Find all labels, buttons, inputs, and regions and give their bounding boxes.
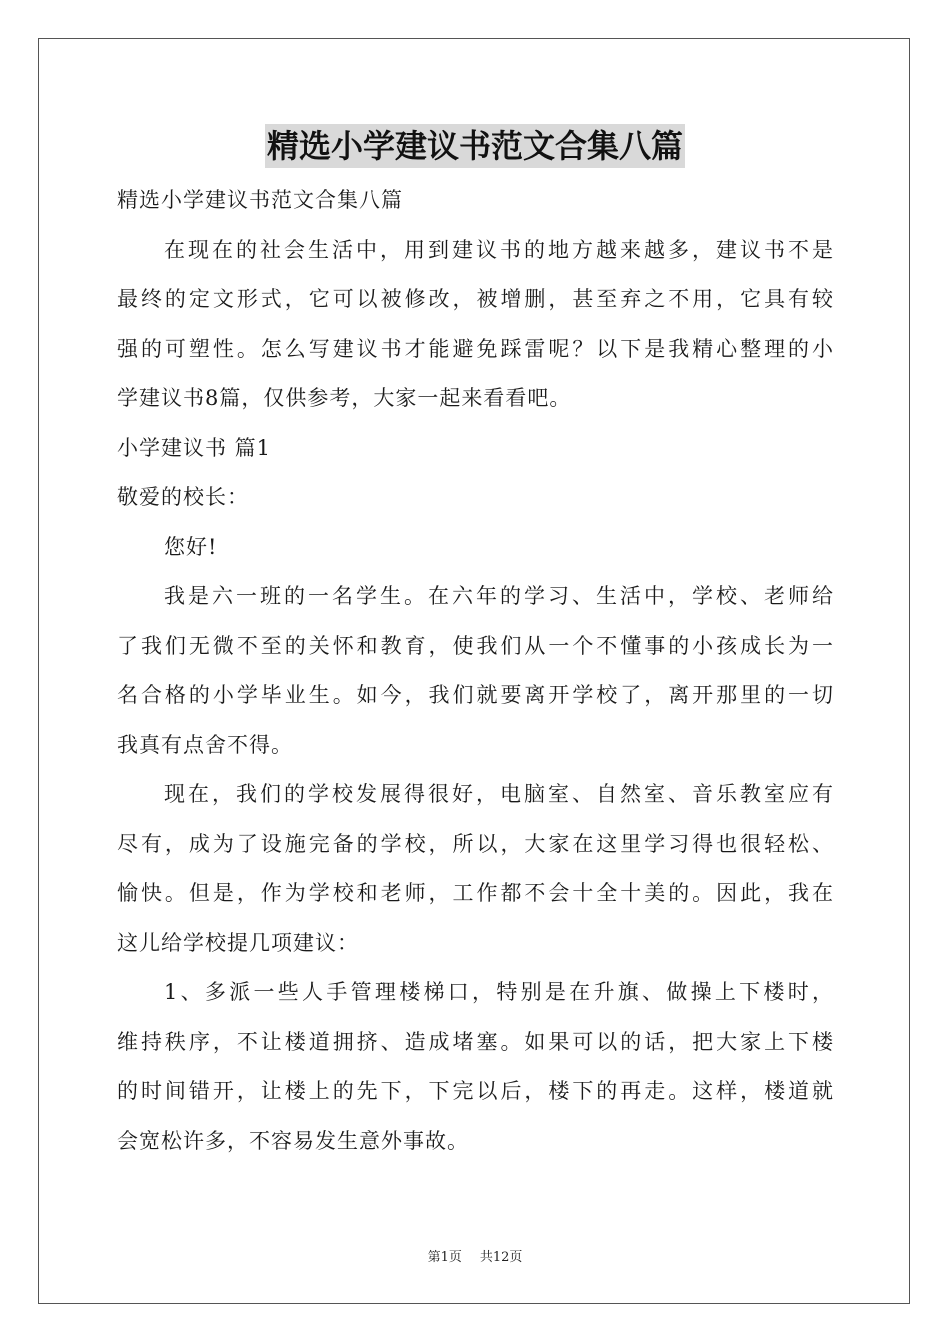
text-line: 这儿给学校提几项建议：	[117, 930, 359, 955]
text-line: 了我们无微不至的关怀和教育，使我们从一个不懂事的小孩成长为一	[117, 633, 834, 658]
text-line: 强的可塑性。怎么写建议书才能避免踩雷呢？以下是我精心整理的小	[117, 336, 834, 361]
text-line: 小学建议书 篇1	[117, 435, 272, 460]
text-line: 敬爱的校长：	[117, 485, 249, 509]
page-number: 第1页	[427, 1250, 462, 1265]
text-line: 名合格的小学毕业生。如今，我们就要离开学校了，离开那里的一切	[117, 683, 834, 707]
document-body	[117, 176, 834, 1166]
text-line: 尽有，成为了设施完备的学校，所以，大家在这里学习得也很轻松、	[117, 831, 834, 856]
title-container	[0, 124, 950, 168]
text-line: 您好!	[164, 534, 218, 559]
text-line: 会宽松许多，不容易发生意外事故。	[117, 1128, 469, 1153]
text-line: 现在，我们的学校发展得很好，电脑室、自然室、音乐教室应有	[164, 782, 834, 806]
document-title: 精选小学建议书范文合集八篇	[265, 124, 685, 168]
text-line: 维持秩序，不让楼道拥挤、造成堵塞。如果可以的话，把大家上下楼	[117, 1029, 834, 1054]
page-total: 共12页	[479, 1250, 523, 1265]
text-line: 精选小学建议书范文合集八篇	[117, 188, 403, 212]
text-line: 愉快。但是，作为学校和老师，工作都不会十全十美的。因此，我在	[117, 881, 834, 905]
page-footer	[0, 1246, 950, 1265]
text-line: 我是六一班的一名学生。在六年的学习、生活中，学校、老师给	[164, 584, 834, 608]
text-line: 在现在的社会生活中，用到建议书的地方越来越多，建议书不是	[164, 237, 834, 262]
text-line: 的时间错开，让楼上的先下，下完以后，楼下的再走。这样，楼道就	[117, 1079, 834, 1103]
text-line: 学建议书8篇，仅供参考，大家一起来看看吧。	[117, 386, 572, 410]
text-line: 最终的定文形式，它可以被修改，被增删，甚至弃之不用，它具有较	[117, 287, 834, 311]
text-line: 1、多派一些人手管理楼梯口，特别是在升旗、做操上下楼时，	[164, 980, 834, 1004]
text-line: 我真有点舍不得。	[117, 732, 293, 757]
